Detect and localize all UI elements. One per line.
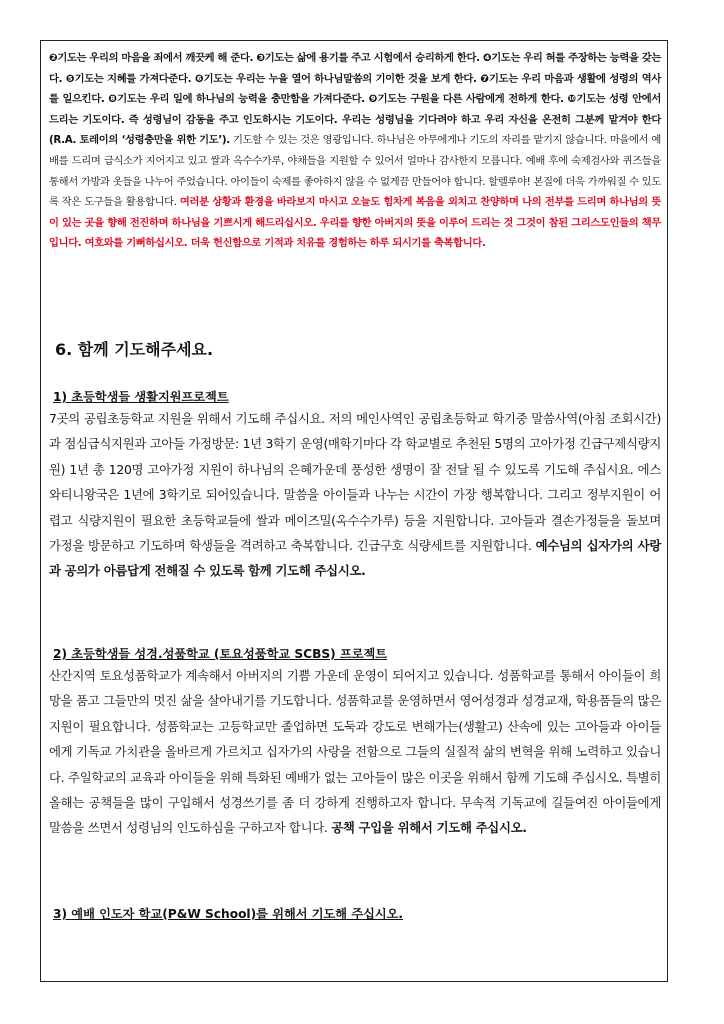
subsection-1-bold-end: 예수님의 십자가의 사랑과 공의가 아름답게 전해질 수 있도록 함께 기도해 주십시오. (49, 538, 661, 579)
subsection-2-text: 산간지역 토요성품학교가 계속해서 아버지의 기쁨 가운데 운영이 되어지고 있습니다. 성품학교를 통해서 아이들이 희망을 품고 그들만의 멋진 삶을 살아내기를 기도합니다. 성품학교를 운영하면서 영어성경과 성경교재, 학용품들의 많은 지원이 필요합니다. 성품학교는 고등학교만 졸업하면 도둑과 강도로 변해가는(생활고) 산속에 있는 고아들과 아이들에게 기독교 가치관을 올바르게 가르치고 십자가의 사랑을 전함으로 그들의 실질적 삶의 변혁을 위해 노력하고 있습니다. 주일학교의 교육과 아이들을 위해 특화된 예배가 없는 고아들이 많은 이곳을 위해서 함께 기도해 주십시오. 특별히 올해는 공책들을 많이 구입해서 성경쓰기를 좀 더 강하게 진행하고자 합니다. 무속적 기독교에 길들여진 아이들에게 말씀을 쓰면서 성령님의 인도하심을 구하고자 합니다. (49, 668, 661, 836)
intro-red-exhortation: 여러분 상황과 환경을 바라보지 마시고 오늘도 힘차게 복음을 외치고 찬양하며 나의 전부를 드리며 하나님의 뜻이 있는 곳을 향해 전진하며 하나님을 기쁘시게 해드리십시오. 우리를 향한 아버지의 뜻을 이루어 드리는 것 그것이 참된 그리스도인들의 책무입니다. 여호와를 기뻐하십시오. 더욱 헌신함으로 기적과 치유를 경험하는 하루 되시기를 축복합니다. (49, 196, 661, 250)
subsection-2-title-text: 초등학생들 성경.성품학교 (토요성품학교 SCBS) 프로젝트 (71, 647, 388, 661)
intro-normal-text: 기도할 수 있는 것은 영광입니다. 하나님은 아무에게나 기도의 자리를 맡기지 않습니다. 마을에서 예배를 드리며 급식소가 지어지고 있고 쌀과 옥수수가루, 야채들을 지원할 수 있어서 얼마나 감사한지 모릅니다. 예배 후에 숙제검사와 퀴즈들을 통해서 가방과 옷들을 나누어 주었습니다. 아이들이 숙제를 좋아하지 않을 수 없게끔 만들어야 합니다. 할렐루야! 본질에 더욱 가까워질 수 있도록 작은 도구들을 활용합니다. (49, 134, 661, 209)
subsection-3-title-text: 예배 인도자 학교(P&W School)를 위해서 기도해 주십시오. (71, 907, 404, 921)
subsection-2-number: 2) (53, 647, 72, 661)
subsection-1-title-text: 초등학생들 생활지원프로젝트 (71, 390, 229, 404)
subsection-2-bold-end: 공책 구입을 위해서 기도해 주십시오. (331, 820, 527, 836)
subsection-1-text: 7곳의 공립초등학교 지원을 위해서 기도해 주십시요. 저의 메인사역인 공립초등학교 학기중 말씀사역(아침 조회시간) 과 점심급식지원과 고아들 가정방문: 1년 3학기 운영(매학기마다 각 학교별로 추천된 5명의 고아가정 긴급구제식량지원) 1년 총 120명 고아가정 지원이 하나님의 은혜가운데 풍성한 생명이 잘 전달 될 수 있도록 기도해 주십시요. 에스와티니왕국은 1년에 3학기로 되어있습니다. 말씀을 아이들과 나누는 시간이 가장 행복합니다. 그리고 정부지원이 어렵고 식량지원이 필요한 초등학교들에 쌀과 메이즈밀(옥수수가루) 등을 지원합니다. 고아들과 결손가정들을 돌보며 가정을 방문하고 기도하며 학생들을 격려하고 축복합니다. 긴급구호 식량세트를 지원합니다. (49, 411, 661, 554)
subsection-1-number: 1) (53, 390, 72, 404)
subsection-3-number: 3) (53, 907, 72, 921)
subsection-2-title (53, 645, 387, 662)
subsection-1-paragraph (49, 406, 661, 584)
prayer-points-bold: ❷기도는 우리의 마음을 죄에서 깨끗케 해 준다. ❸기도는 삶에 용기를 주고 시험에서 승리하게 한다. ❹기도는 우리 혀를 주장하는 능력을 갖는다. ❺기도는 지혜를 가져다준다. ❻기도는 우리는 누을 열어 하나님말씀의 기이한 것을 보게 한다. ❼기도는 우리 마음과 생활에 성령의 역사를 일으킨다. ❽기도는 우리 일에 하나님의 능력을 충만함을 가져다준다. ❾기도는 구원을 다른 사람에게 전하게 한다. ❿기도는 성령 안에서 드리는 기도이다. 즉 성령님이 감동을 주고 인도하시는 기도이다. 우리는 성령님을 기다려야 하고 우리 자신을 온전히 그분께 맡겨야 한다(R.A. 토레이의 ‘성령충만을 위한 기도’). (49, 52, 661, 147)
subsection-1-title (53, 388, 229, 405)
intro-paragraph (49, 48, 661, 254)
page-frame (40, 40, 668, 982)
subsection-2-paragraph (49, 663, 661, 841)
subsection-3-title (53, 905, 403, 922)
section-title: 6. 함께 기도해주세요. (55, 340, 214, 359)
